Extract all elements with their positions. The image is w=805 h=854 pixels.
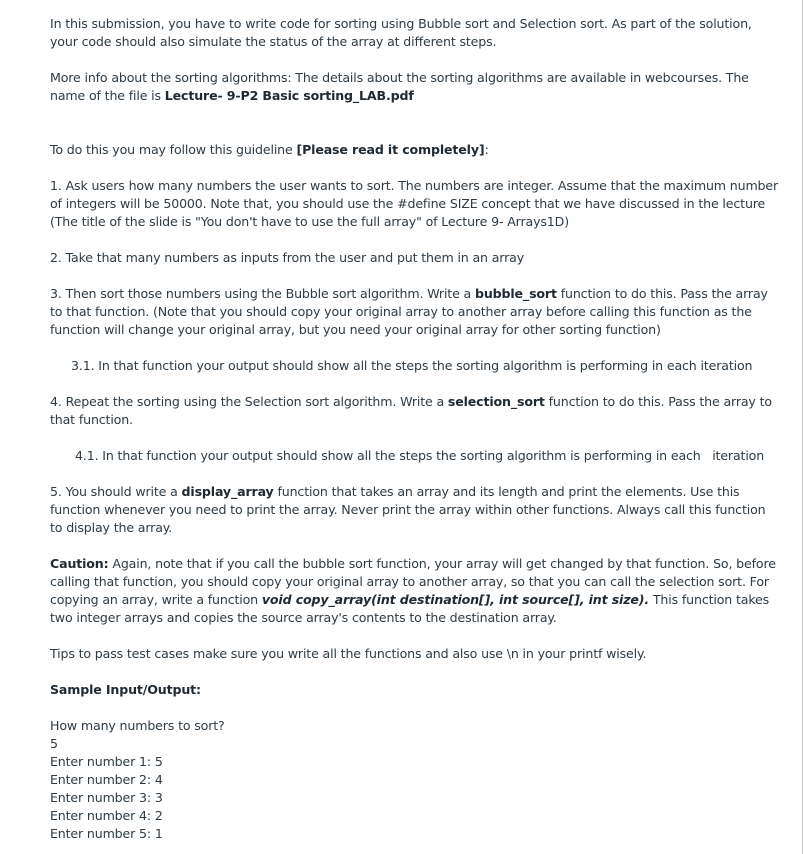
sample-line: How many numbers to sort? bbox=[50, 718, 225, 733]
step-5-pre: 5. You should write a bbox=[50, 484, 182, 499]
step-5-post: function that takes an array and its length and print the elements. Use this function whenever you need to print the array. Never print the array within other functions. Always call this function to display the array. bbox=[50, 484, 766, 535]
tips-paragraph: Tips to pass test cases make sure you write all the functions and also use \n in your printf wisely. bbox=[50, 646, 647, 661]
step-1: 1. Ask users how many numbers the user wants to sort. The numbers are integer. Assume that the maximum number of integers will be 50000. Note that, you should use the #define SIZE concept that we have discussed in the lecture (The title of the slide is "You don't have to use the full array" of Lecture 9- Arrays1D) bbox=[50, 178, 779, 229]
intro-paragraph: In this submission, you have to write code for sorting using Bubble sort and Selection sort. As part of the solution, your code should also simulate the status of the array at different steps. bbox=[50, 16, 752, 49]
more-info-text: More info about the sorting algorithms: The details about the sorting algorithms are available in webcourses. The name of the file is bbox=[50, 70, 749, 103]
sample-line: Enter number 1: 5 bbox=[50, 754, 163, 769]
bubble-sort-fn-name: bubble_sort bbox=[474, 286, 557, 301]
sample-line: Enter number 5: 1 bbox=[50, 826, 163, 841]
more-info-paragraph bbox=[50, 69, 780, 105]
sample-io-block bbox=[50, 717, 780, 843]
step-3 bbox=[50, 285, 780, 339]
caution-label: Caution: bbox=[50, 556, 109, 571]
step-2: 2. Take that many numbers as inputs from the user and put them in an array bbox=[50, 250, 525, 265]
step-4 bbox=[50, 393, 780, 429]
step-4-post: function to do this. Pass the array to that function. bbox=[50, 394, 772, 427]
copy-array-signature: void copy_array(int destination[], int source[], int size). bbox=[261, 592, 650, 607]
step-3-1: 3.1. In that function your output should show all the steps the sorting algorithm is performing in each iteration bbox=[71, 358, 753, 373]
caution-post: This function takes two integer arrays and copies the source array's contents to the destination array. bbox=[50, 592, 770, 625]
sample-line: Enter number 3: 3 bbox=[50, 790, 163, 805]
sample-line: 5 bbox=[50, 736, 58, 751]
assignment-description bbox=[50, 15, 780, 843]
sample-line: Enter number 4: 2 bbox=[50, 808, 163, 823]
caution-text: Again, note that if you call the bubble sort function, your array will get changed by that function. So, before calling that function, you should copy your original array to another array, so that you can call the selection sort. For copying an array, write a function bbox=[50, 556, 776, 607]
guideline-colon: : bbox=[484, 142, 489, 157]
guideline-text: To do this you may follow this guideline bbox=[50, 142, 297, 157]
caution-paragraph bbox=[50, 555, 780, 627]
guideline-emphasis: [Please read it completely] bbox=[296, 142, 485, 157]
sample-line: Enter number 2: 4 bbox=[50, 772, 163, 787]
lecture-file-name: Lecture- 9-P2 Basic sorting_LAB.pdf bbox=[164, 88, 414, 103]
display-array-fn-name: display_array bbox=[181, 484, 274, 499]
sample-heading-text: Sample Input/Output: bbox=[50, 682, 201, 697]
guideline-paragraph bbox=[50, 141, 780, 159]
selection-sort-fn-name: selection_sort bbox=[447, 394, 545, 409]
step-3-pre: 3. Then sort those numbers using the Bubble sort algorithm. Write a bbox=[50, 286, 475, 301]
sample-heading bbox=[50, 681, 780, 699]
step-4-1: 4.1. In that function your output should show all the steps the sorting algorithm is performing in each iteration bbox=[75, 448, 765, 463]
step-5 bbox=[50, 483, 780, 537]
step-3-post: function to do this. Pass the array to that function. (Note that you should copy your original array to another array before calling this function as the function will change your original array, but you need your original array for other sorting function) bbox=[50, 286, 768, 337]
step-4-pre: 4. Repeat the sorting using the Selection sort algorithm. Write a bbox=[50, 394, 448, 409]
